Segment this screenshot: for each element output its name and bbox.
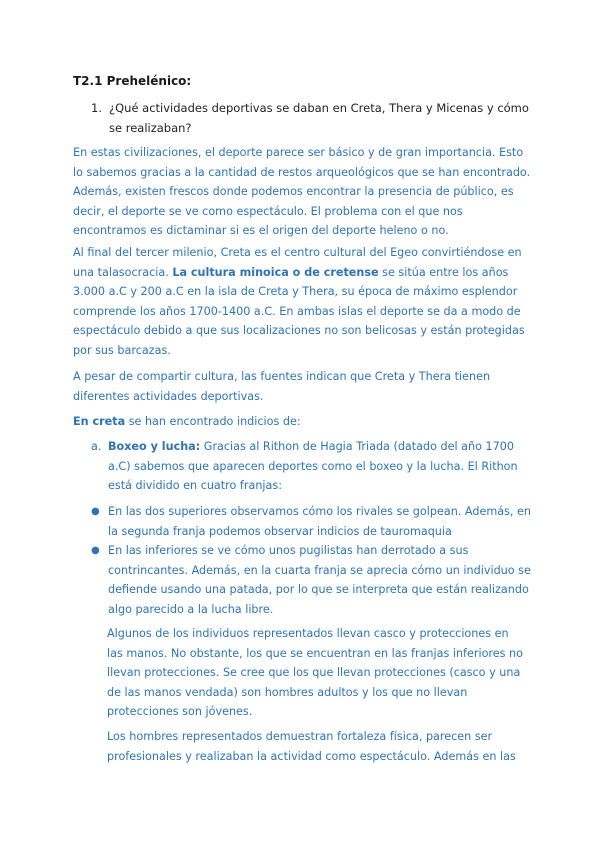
bullet-item-2 (91, 541, 531, 619)
bullet-text: En las inferiores se ve cómo unos pugilistas han derrotado a sus contrincantes. Además, en la cuarta franja se aprecia cómo un individuo se defiende usando una patada, por lo que se interpreta que están realizando algo parecido a la lucha libre. (108, 544, 531, 616)
question-text: ¿Qué actividades deportivas se daban en Creta, Thera y Micenas y cómo se realizaban? (109, 101, 529, 135)
minoan-text-after: se sitúa entre los años 3.000 a.C y 200 a.C en la isla de Creta y Thera, su época de máximo esplendor comprende los años 1700-1400 a.C. En ambas islas el deporte se da a modo de espectáculo debido a que sus localizaciones no son belicosas y están protegidas por sus barcazas. (73, 265, 525, 357)
section-heading: T2.1 Prehelénico: (73, 74, 192, 88)
paragraph-protections: Algunos de los individuos representados llevan casco y protecciones en las manos. No obstante, los que se encuentran en las franjas inferiores no llevan protecciones. Se cree que los que llevan protecciones (casco y una de las manos vendada) son hombres adultos y los que no llevan protecciones son jóvenes. (107, 627, 523, 718)
list-item-text: Gracias al Rithon de Hagia Triada (datado del año 1700 a.C) sabemos que aparecen deportes como el boxeo y la lucha. El Rithon está dividido en cuatro franjas: (108, 440, 518, 492)
list-item-title: Boxeo y lucha: (108, 440, 201, 453)
bullet-item-1 (91, 502, 531, 541)
bullet-icon: ● (91, 545, 100, 556)
creta-rest: se han encontrado indicios de: (125, 415, 301, 428)
paragraph-differences: A pesar de compartir cultura, las fuentes indican que Creta y Thera tienen diferentes actividades deportivas. (73, 370, 491, 403)
minoan-culture-bold: La cultura minoica o de cretense (172, 265, 379, 279)
bullet-text: En las dos superiores observamos cómo los rivales se golpean. Además, en la segunda franja podemos observar indicios de tauromaquia (108, 505, 531, 538)
minoan-text-before: Al final del tercer milenio, Creta es el centro cultural del Egeo convirtiéndose en una talasocracia. (73, 246, 522, 279)
list-marker: a. (91, 440, 102, 453)
paragraph-fortaleza: Los hombres representados demuestran fortaleza física, parecen ser profesionales y realizaban la actividad como espectáculo. Además en las (107, 730, 516, 763)
paragraph-minoan (73, 243, 533, 360)
question-item (91, 98, 531, 138)
list-item-boxeo (91, 437, 531, 496)
paragraph-intro: En estas civilizaciones, el deporte parece ser básico y de gran importancia. Esto lo sabemos gracias a la cantidad de restos arqueológicos que se han encontrado. Además, existen frescos donde podemos encontrar la presencia de público, es decir, el deporte se ve como espectáculo. El problema con el que nos encontramos es dictaminar si es el origen del deporte heleno o no. (73, 146, 531, 237)
question-number: 1. (91, 101, 102, 115)
bullet-icon: ● (91, 506, 100, 517)
creta-bold: En creta (73, 415, 126, 428)
paragraph-creta (73, 412, 533, 432)
